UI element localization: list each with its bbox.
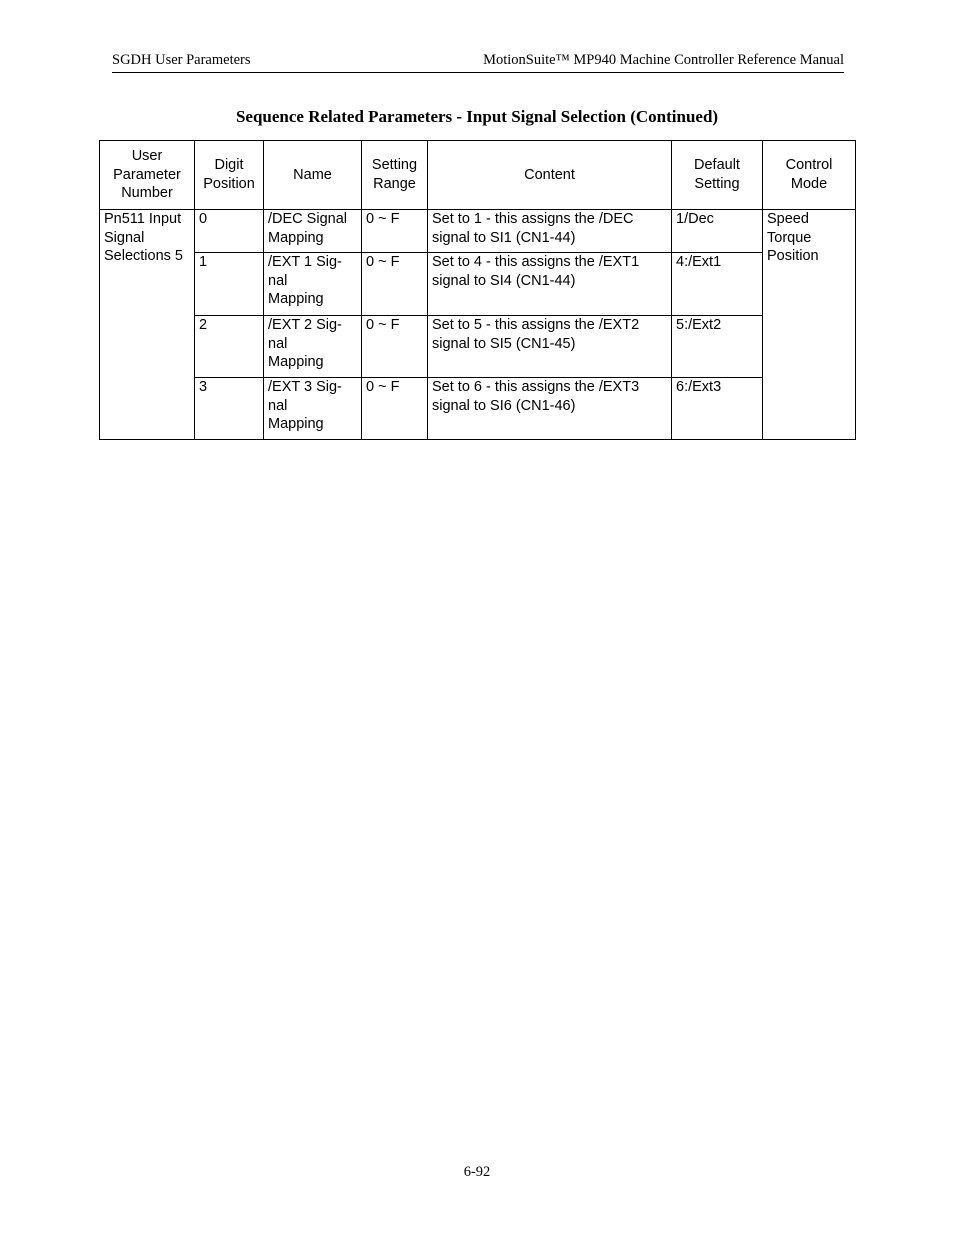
column-header-name: Name	[264, 141, 362, 210]
digit-cell: 2	[195, 316, 264, 378]
default-cell: 1/Dec	[672, 210, 763, 253]
column-header-content: Content	[428, 141, 672, 210]
content-cell: Set to 1 - this assigns the /DEC signal to SI1 (CN1-44)	[428, 210, 672, 253]
range-cell: 0 ~ F	[362, 253, 428, 316]
column-header-control-mode: Control Mode	[763, 141, 856, 210]
page-number: 6-92	[463, 1164, 491, 1180]
table-row	[100, 253, 856, 316]
column-header-digit: Digit Position	[195, 141, 264, 210]
table-row	[100, 210, 856, 253]
table-row	[100, 378, 856, 440]
parameter-number-cell: Pn511 Input Signal Selections 5	[100, 210, 195, 440]
digit-cell: 3	[195, 378, 264, 440]
table-title: Sequence Related Parameters - Input Signal Selection (Continued)	[235, 107, 719, 126]
name-cell: /DEC Signal Mapping	[264, 210, 362, 253]
name-cell: /EXT 2 Sig- nal Mapping	[264, 316, 362, 378]
column-header-range: Setting Range	[362, 141, 428, 210]
digit-cell: 1	[195, 253, 264, 316]
name-cell: /EXT 3 Sig- nal Mapping	[264, 378, 362, 440]
header-manual-title: MotionSuite™ MP940 Machine Controller Reference Manual	[483, 52, 844, 68]
table-header-row	[100, 141, 856, 210]
default-cell: 5:/Ext2	[672, 316, 763, 378]
content-cell: Set to 4 - this assigns the /EXT1 signal to SI4 (CN1-44)	[428, 253, 672, 316]
range-cell: 0 ~ F	[362, 378, 428, 440]
name-cell: /EXT 1 Sig- nal Mapping	[264, 253, 362, 316]
parameter-table	[99, 140, 856, 440]
control-mode-cell: Speed Torque Position	[763, 210, 856, 440]
header-section-title: SGDH User Parameters	[112, 52, 251, 68]
column-header-default: Default Setting	[672, 141, 763, 210]
range-cell: 0 ~ F	[362, 316, 428, 378]
page-header	[112, 52, 844, 73]
digit-cell: 0	[195, 210, 264, 253]
range-cell: 0 ~ F	[362, 210, 428, 253]
content-cell: Set to 6 - this assigns the /EXT3 signal to SI6 (CN1-46)	[428, 378, 672, 440]
table-row	[100, 316, 856, 378]
default-cell: 4:/Ext1	[672, 253, 763, 316]
content-cell: Set to 5 - this assigns the /EXT2 signal to SI5 (CN1-45)	[428, 316, 672, 378]
default-cell: 6:/Ext3	[672, 378, 763, 440]
column-header-parameter: User Parameter Number	[100, 141, 195, 210]
